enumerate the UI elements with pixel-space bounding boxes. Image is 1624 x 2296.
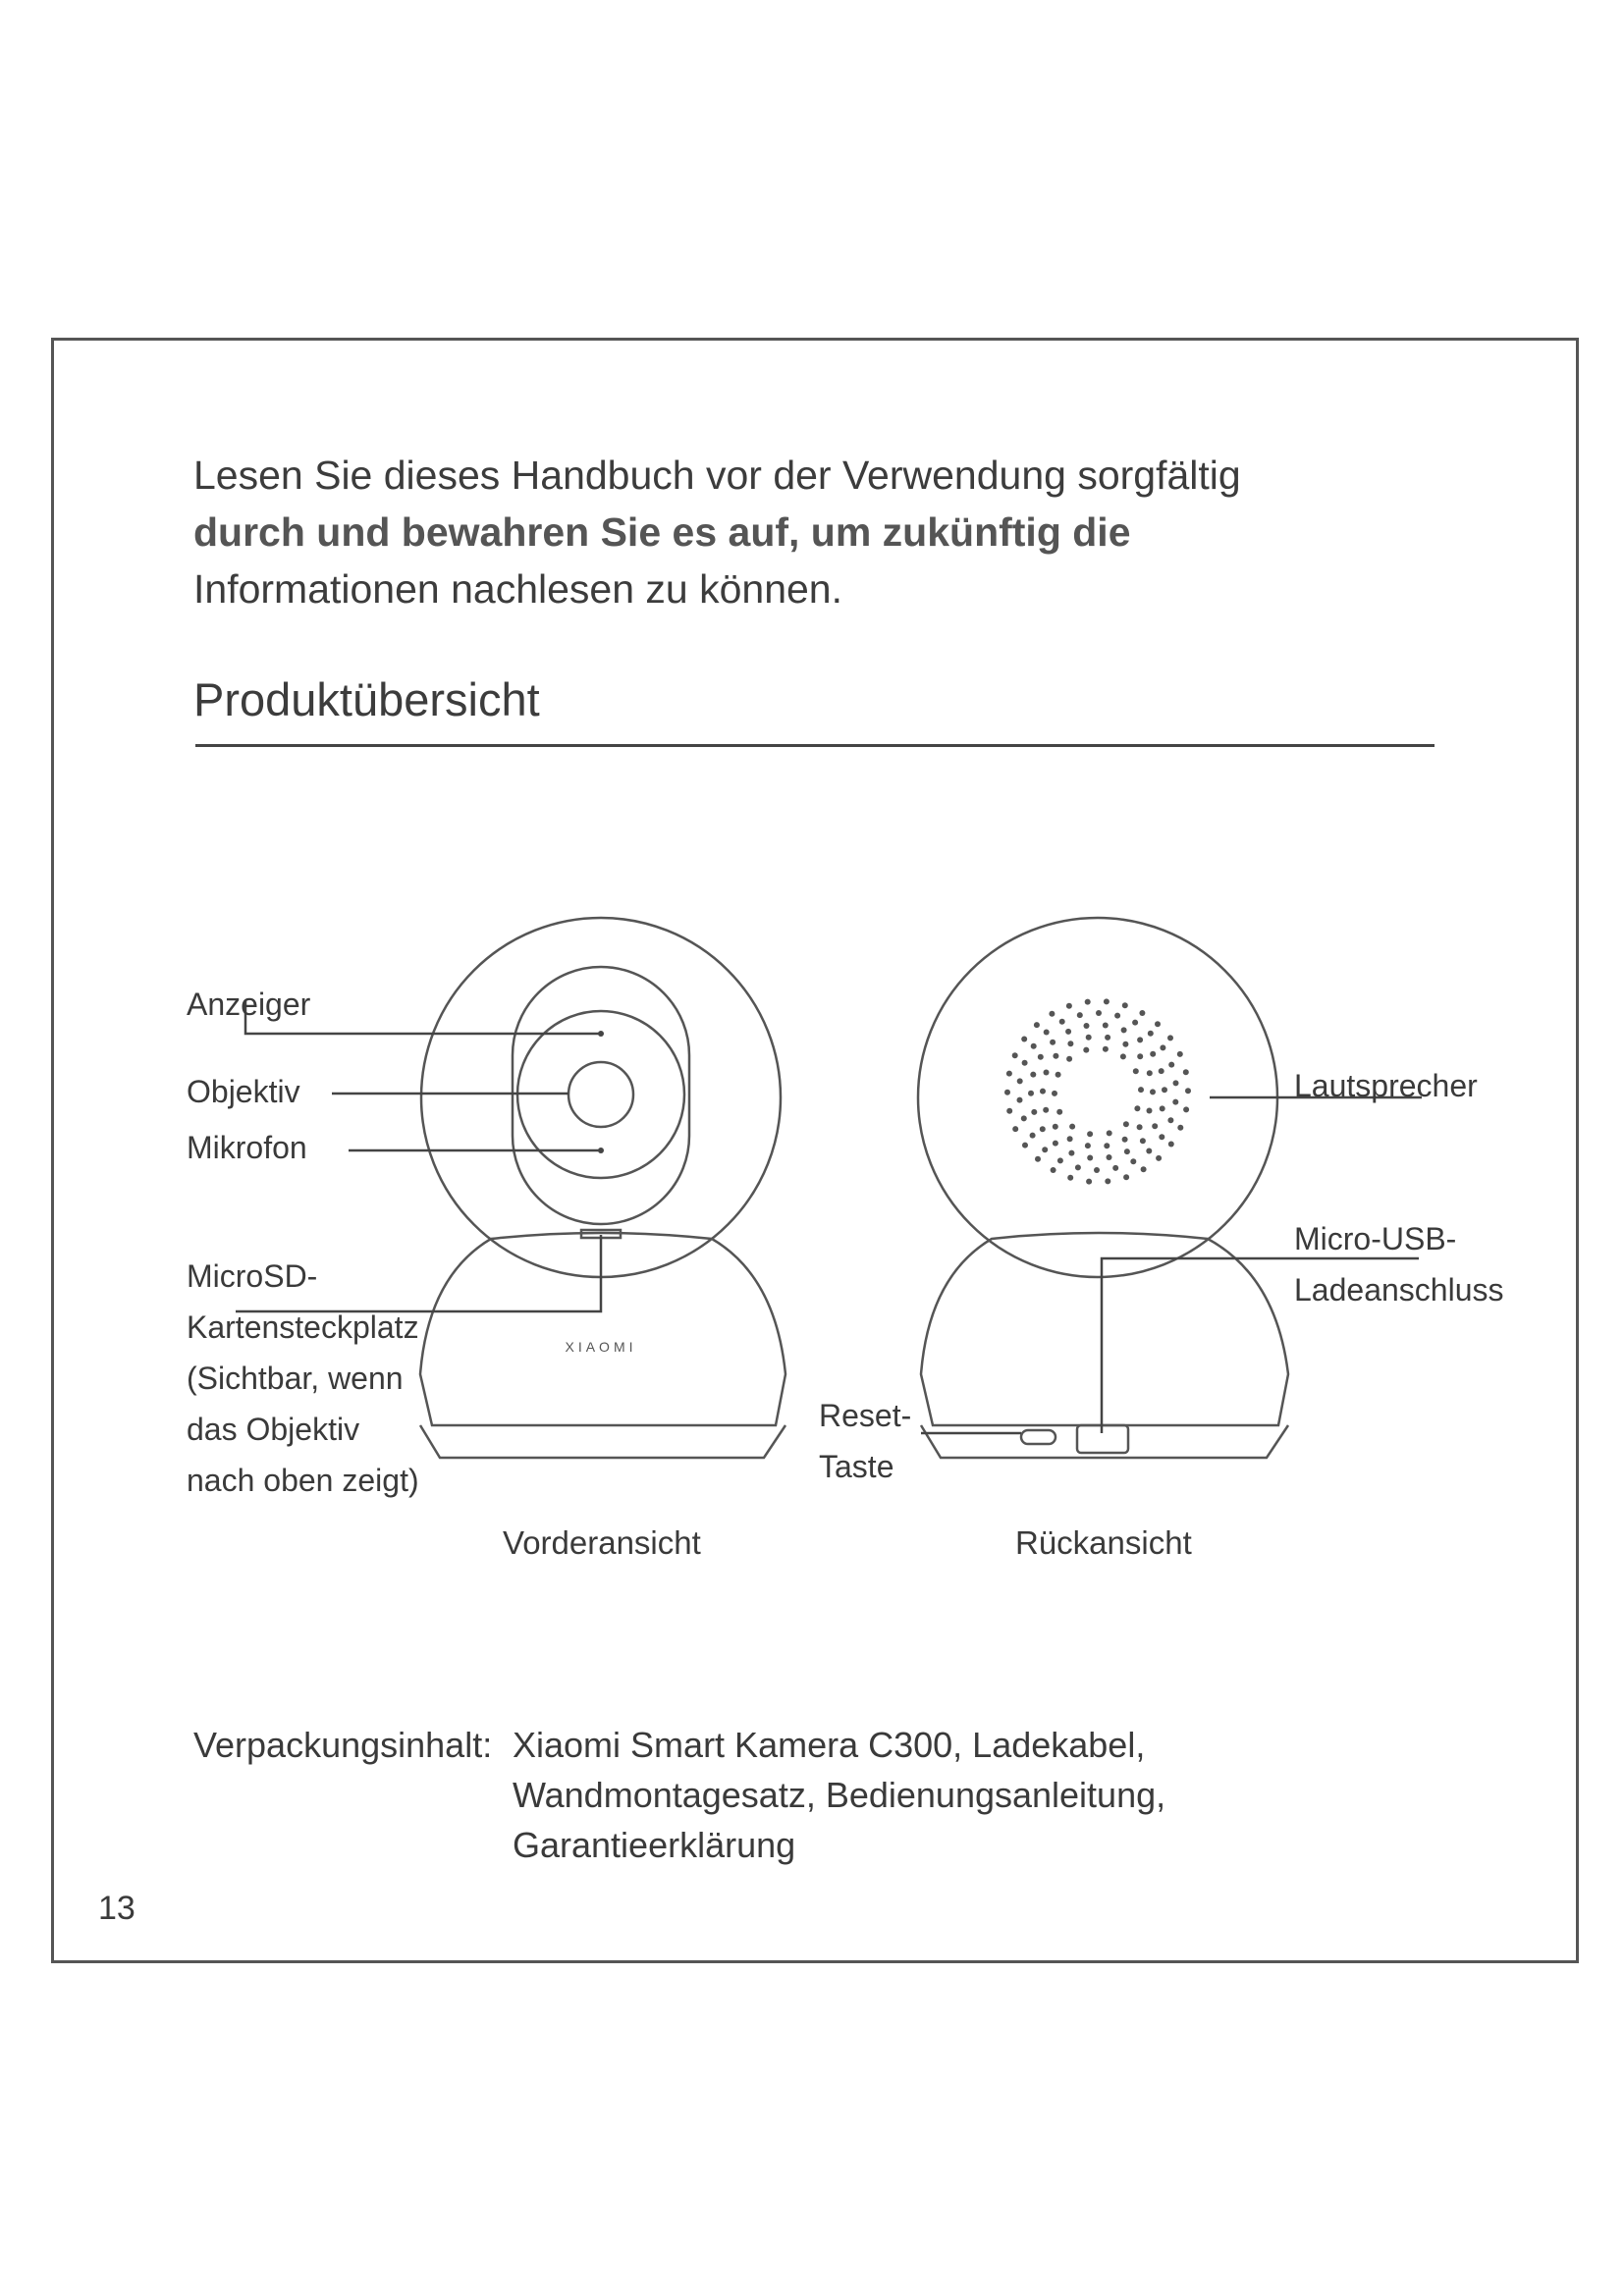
speaker-hole xyxy=(1040,1089,1046,1095)
intro-line-3: Informationen nachlesen zu können. xyxy=(193,566,843,612)
speaker-hole xyxy=(1017,1097,1023,1103)
label-microsd-4: das Objektiv xyxy=(187,1412,360,1447)
speaker-hole xyxy=(1017,1078,1023,1084)
speaker-hole xyxy=(1132,1020,1138,1026)
package-line-1: Xiaomi Smart Kamera C300, Ladekabel, xyxy=(513,1725,1146,1765)
speaker-hole xyxy=(1067,1175,1073,1181)
speaker-hole xyxy=(1094,1167,1100,1173)
speaker-hole xyxy=(1053,1124,1058,1130)
package-label: Verpackungsinhalt: xyxy=(193,1725,493,1765)
rear-camera-base xyxy=(921,1233,1288,1425)
speaker-hole xyxy=(1137,1124,1143,1130)
speaker-hole xyxy=(1146,1148,1152,1154)
speaker-hole xyxy=(1167,1035,1173,1041)
speaker-hole xyxy=(1183,1106,1189,1112)
speaker-hole xyxy=(1122,1002,1128,1008)
speaker-hole xyxy=(1067,1041,1073,1046)
speaker-hole xyxy=(1141,1166,1147,1172)
speaker-hole xyxy=(1104,1143,1110,1148)
speaker-hole xyxy=(1114,1013,1120,1019)
speaker-hole xyxy=(1043,1107,1049,1113)
front-camera-illustration xyxy=(420,918,785,1458)
speaker-hole xyxy=(1159,1068,1164,1074)
speaker-hole xyxy=(1123,1121,1129,1127)
speaker-hole xyxy=(1065,1029,1071,1035)
section-title: Produktübersicht xyxy=(193,673,540,725)
label-usb-2: Ladeanschluss xyxy=(1294,1272,1504,1308)
brand-logo: XIAOMI xyxy=(565,1339,637,1355)
speaker-hole xyxy=(1139,1010,1145,1016)
speaker-hole xyxy=(1051,1167,1056,1173)
speaker-hole xyxy=(1086,1179,1092,1185)
speaker-hole xyxy=(1021,1115,1027,1121)
speaker-hole xyxy=(1077,1012,1083,1018)
speaker-hole xyxy=(1030,1072,1036,1078)
speaker-hole xyxy=(1056,1072,1061,1078)
label-microsd-3: (Sichtbar, wenn xyxy=(187,1361,404,1396)
label-microsd-1: MicroSD- xyxy=(187,1258,318,1294)
speaker-hole xyxy=(1167,1117,1173,1123)
speaker-hole xyxy=(1028,1091,1034,1096)
speaker-hole xyxy=(1085,999,1091,1005)
speaker-hole xyxy=(1022,1060,1028,1066)
speaker-hole xyxy=(1021,1037,1027,1042)
speaker-hole xyxy=(1049,1011,1055,1017)
speaker-hole xyxy=(1147,1108,1153,1114)
speaker-hole xyxy=(1087,1131,1093,1137)
speaker-hole xyxy=(1050,1040,1056,1045)
speaker-hole xyxy=(1105,1178,1110,1184)
speaker-hole xyxy=(1031,1043,1037,1049)
speaker-hole xyxy=(1122,1137,1128,1143)
speaker-hole xyxy=(1123,1174,1129,1180)
speaker-hole xyxy=(1068,1150,1074,1156)
speaker-hole xyxy=(1150,1089,1156,1095)
speaker-hole xyxy=(1085,1143,1091,1148)
speaker-hole xyxy=(1160,1105,1165,1111)
label-reset-1: Reset- xyxy=(819,1398,912,1433)
speaker-hole xyxy=(1150,1051,1156,1057)
speaker-hole xyxy=(1156,1155,1162,1161)
label-microsd-5: nach oben zeigt) xyxy=(187,1463,419,1498)
speaker-hole xyxy=(1096,1010,1102,1016)
speaker-hole xyxy=(1120,1053,1126,1059)
package-line-2: Wandmontagesatz, Bedienungsanleitung, xyxy=(513,1775,1166,1815)
speaker-hole xyxy=(1022,1143,1028,1148)
speaker-hole xyxy=(1030,1133,1036,1139)
rear-camera-illustration xyxy=(918,918,1288,1458)
speaker-hole xyxy=(1177,1125,1183,1131)
speaker-hole xyxy=(1112,1165,1118,1171)
speaker-hole xyxy=(1042,1147,1048,1152)
package-contents xyxy=(513,1720,1165,1870)
speaker-hole xyxy=(1059,1019,1065,1025)
front-camera-foot xyxy=(420,1425,785,1458)
label-reset-2: Taste xyxy=(819,1449,894,1484)
speaker-hole xyxy=(1006,1071,1012,1077)
intro-line-2: durch und bewahren Sie es auf, um zukünftig die xyxy=(193,509,1131,555)
front-lens-panel xyxy=(513,967,689,1224)
speaker-hole xyxy=(1053,1053,1058,1059)
speaker-hole xyxy=(1067,1136,1073,1142)
speaker-hole xyxy=(1107,1154,1112,1160)
intro-line-1: Lesen Sie dieses Handbuch vor der Verwendung sorgfältig xyxy=(193,453,1241,498)
speaker-grille xyxy=(1004,998,1191,1184)
speaker-hole xyxy=(1172,1099,1178,1105)
speaker-hole xyxy=(1121,1027,1127,1033)
package-line-3: Garantieerklärung xyxy=(513,1825,796,1865)
caption-rear-view: Rückansicht xyxy=(1015,1524,1192,1561)
speaker-hole xyxy=(1066,1056,1072,1062)
speaker-hole xyxy=(1155,1021,1161,1027)
label-microsd-2: Kartensteckplatz xyxy=(187,1309,419,1345)
speaker-hole xyxy=(1040,1126,1046,1132)
caption-front-view: Vorderansicht xyxy=(503,1524,701,1561)
speaker-hole xyxy=(1035,1156,1041,1162)
speaker-hole xyxy=(1087,1155,1093,1161)
speaker-hole xyxy=(1134,1105,1140,1111)
page-number: 13 xyxy=(98,1890,135,1927)
speaker-hole xyxy=(1185,1088,1191,1094)
speaker-hole xyxy=(1006,1108,1012,1114)
speaker-hole xyxy=(1168,1142,1174,1148)
reset-button xyxy=(1021,1430,1056,1444)
speaker-hole xyxy=(1137,1053,1143,1059)
speaker-hole xyxy=(1152,1123,1158,1129)
speaker-hole xyxy=(1133,1068,1139,1074)
speaker-hole xyxy=(1103,1023,1109,1029)
label-speaker: Lautsprecher xyxy=(1294,1068,1478,1103)
speaker-hole xyxy=(1069,1124,1075,1130)
speaker-hole xyxy=(1105,1035,1110,1041)
speaker-hole xyxy=(1140,1138,1146,1144)
speaker-hole xyxy=(1162,1087,1167,1093)
speaker-hole xyxy=(1053,1141,1058,1147)
speaker-hole xyxy=(1075,1164,1081,1170)
speaker-hole xyxy=(1177,1051,1183,1057)
label-usb-1: Micro-USB- xyxy=(1294,1221,1457,1256)
speaker-hole xyxy=(1057,1157,1063,1163)
speaker-hole xyxy=(1052,1091,1057,1096)
speaker-hole xyxy=(1138,1087,1144,1093)
speaker-hole xyxy=(1066,1003,1072,1009)
speaker-hole xyxy=(1137,1037,1143,1042)
speaker-hole xyxy=(1056,1109,1062,1115)
speaker-hole xyxy=(1122,1041,1128,1047)
speaker-hole xyxy=(1044,1030,1050,1036)
label-lens: Objektiv xyxy=(187,1074,300,1109)
speaker-hole xyxy=(1130,1158,1136,1164)
speaker-hole xyxy=(1104,998,1110,1004)
speaker-hole xyxy=(1038,1054,1044,1060)
speaker-hole xyxy=(1107,1130,1112,1136)
speaker-hole xyxy=(1183,1069,1189,1075)
speaker-hole xyxy=(1159,1134,1164,1140)
speaker-hole xyxy=(1103,1046,1109,1052)
speaker-hole xyxy=(1044,1070,1050,1076)
speaker-hole xyxy=(1148,1031,1154,1037)
front-camera-base xyxy=(420,1233,785,1425)
speaker-hole xyxy=(1031,1109,1037,1115)
label-indicator: Anzeiger xyxy=(187,987,311,1022)
label-microphone: Mikrofon xyxy=(187,1130,307,1165)
speaker-hole xyxy=(1173,1080,1179,1086)
speaker-hole xyxy=(1084,1023,1090,1029)
speaker-hole xyxy=(1012,1052,1018,1058)
speaker-hole xyxy=(1147,1070,1153,1076)
speaker-hole xyxy=(1160,1044,1165,1050)
front-lens xyxy=(568,1062,633,1127)
speaker-hole xyxy=(1012,1126,1018,1132)
speaker-hole xyxy=(1034,1022,1040,1028)
speaker-hole xyxy=(1086,1035,1092,1041)
speaker-hole xyxy=(1124,1148,1130,1154)
speaker-hole xyxy=(1168,1062,1174,1068)
speaker-hole xyxy=(1004,1090,1010,1095)
speaker-hole xyxy=(1083,1047,1089,1053)
